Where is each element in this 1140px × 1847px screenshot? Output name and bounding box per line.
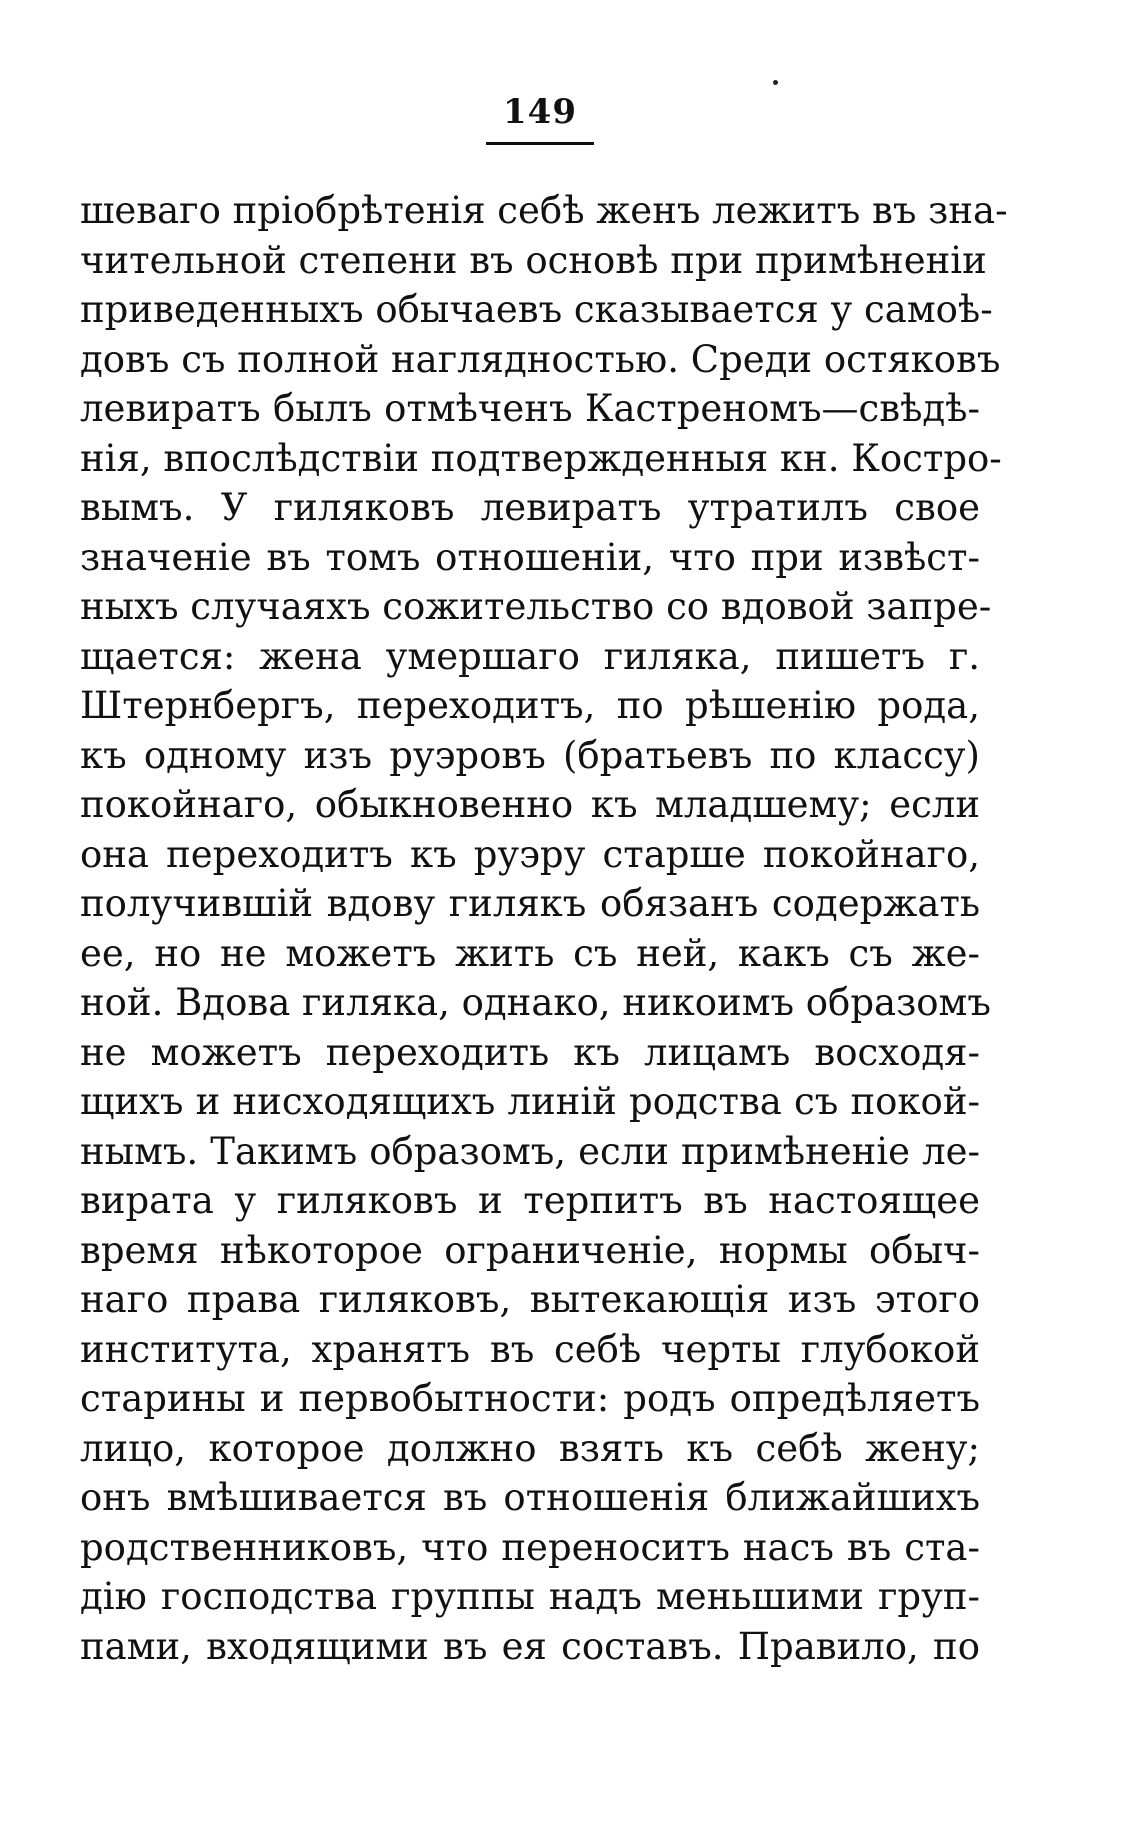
text-line: родственниковъ, что переноситъ насъ въ ста- bbox=[80, 1525, 980, 1569]
text-line: наго права гиляковъ, вытекающія изъ этого bbox=[80, 1278, 980, 1321]
text-line: довъ съ полной наглядностью. Среди остяковъ bbox=[80, 337, 1001, 381]
text-line: лицо, которое должно взять къ себѣ жену; bbox=[80, 1426, 980, 1470]
text-line: левиратъ былъ отмѣченъ Кастреномъ—свѣдѣ- bbox=[80, 387, 980, 430]
page-number-rule bbox=[486, 142, 594, 145]
text-line: чительной степени въ основѣ при примѣненіи bbox=[80, 238, 987, 282]
text-line: ее, но не можетъ жить съ ней, какъ съ же- bbox=[80, 931, 980, 975]
page-number: 149 bbox=[503, 92, 577, 132]
text-line: приведенныхъ обычаевъ сказывается у самоѣ- bbox=[80, 288, 993, 331]
text-line: она переходитъ къ руэру старше покойнаго, bbox=[80, 832, 980, 876]
text-line: онъ вмѣшивается въ отношенія ближайшихъ bbox=[80, 1476, 980, 1519]
text-line: вирата у гиляковъ и терпитъ въ настоящее bbox=[80, 1179, 980, 1222]
text-line: значеніе въ томъ отношеніи, что при извѣст- bbox=[80, 535, 980, 579]
text-line: ной. Вдова гиляка, однако, никоимъ образомъ bbox=[80, 981, 991, 1024]
body-text bbox=[80, 186, 1008, 1671]
text-line: нія, впослѣдствіи подтвержденныя кн. Костро- bbox=[80, 436, 1002, 480]
text-line: вымъ. У гиляковъ левиратъ утратилъ свое bbox=[80, 486, 980, 529]
text-line: время нѣкоторое ограниченіе, нормы обыч- bbox=[80, 1228, 980, 1272]
text-line: не можетъ переходить къ лицамъ восходя- bbox=[80, 1030, 980, 1074]
text-line: Штернбергъ, переходитъ, по рѣшенію рода, bbox=[80, 684, 980, 727]
text-line: старины и первобытности: родъ опредѣляетъ bbox=[80, 1377, 980, 1420]
text-line: пами, входящими въ ея составъ. Правило, по bbox=[80, 1624, 980, 1668]
text-line: ныхъ случаяхъ сожительство со вдовой запре- bbox=[80, 585, 992, 628]
print-speck bbox=[773, 80, 778, 85]
text-line: дію господства группы надъ меньшими груп- bbox=[80, 1575, 980, 1618]
text-line: института, хранятъ въ себѣ черты глубокой bbox=[80, 1327, 980, 1371]
text-line: щихъ и нисходящихъ линій родства съ покой- bbox=[80, 1080, 980, 1123]
text-line: нымъ. Такимъ образомъ, если примѣненіе ле- bbox=[80, 1129, 980, 1173]
text-line: покойнаго, обыкновенно къ младшему; если bbox=[80, 783, 980, 826]
text-line: шеваго пріобрѣтенія себѣ женъ лежитъ въ зна- bbox=[80, 189, 1008, 232]
text-line: къ одному изъ руэровъ (братьевъ по классу) bbox=[80, 733, 980, 777]
text-line: щается: жена умершаго гиляка, пишетъ г. bbox=[80, 634, 980, 678]
text-line: получившій вдову гилякъ обязанъ содержать bbox=[80, 882, 980, 925]
